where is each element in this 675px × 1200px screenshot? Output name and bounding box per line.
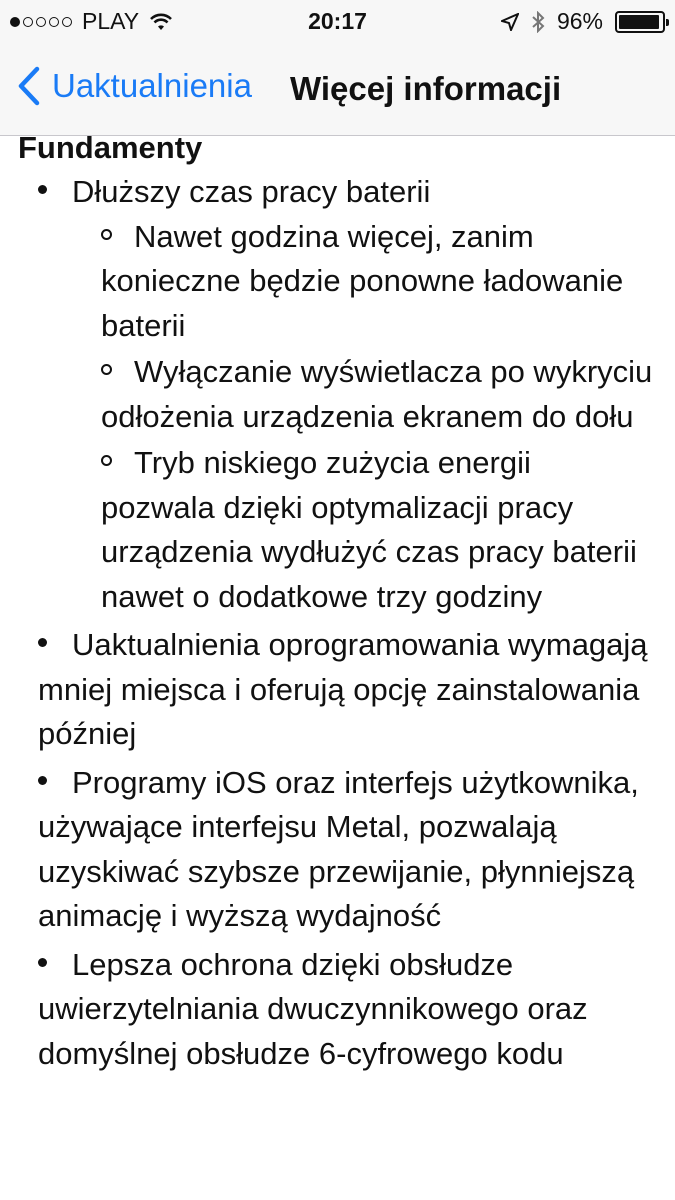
bullet-list bbox=[38, 170, 653, 1076]
list-item bbox=[38, 623, 653, 757]
section-heading: Fundamenty bbox=[18, 136, 203, 165]
chevron-left-icon bbox=[16, 66, 42, 106]
hollow-bullet-icon bbox=[101, 364, 112, 375]
navigation-bar bbox=[0, 40, 675, 136]
status-bar bbox=[0, 0, 675, 40]
sub-list bbox=[101, 215, 653, 620]
carrier-name: PLAY bbox=[82, 8, 140, 34]
back-button-label: Uaktualnienia bbox=[52, 67, 252, 104]
list-item-text: Programy iOS oraz interfejs użytkownika, używające interfejsu Metal, pozwalają uzyskiwać szybsze przewijanie, płynniejszą animację i wyższą wydajność bbox=[38, 764, 639, 933]
bluetooth-icon bbox=[531, 11, 545, 33]
sub-list-item-text: Wyłączanie wyświetlacza po wykryciu odłożenia urządzenia ekranem do dołu bbox=[101, 354, 653, 434]
list-item bbox=[38, 943, 653, 1077]
release-notes-content[interactable] bbox=[0, 136, 675, 1200]
list-item bbox=[38, 170, 653, 619]
status-time: 20:17 bbox=[308, 8, 367, 34]
location-arrow-icon bbox=[501, 13, 519, 31]
list-item-text: Uaktualnienia oprogramowania wymagają mniej miejsca i oferują opcję zainstalowania później bbox=[38, 627, 648, 751]
bullet-icon bbox=[38, 776, 47, 785]
status-right bbox=[501, 8, 665, 35]
hollow-bullet-icon bbox=[101, 229, 112, 240]
sub-list-item bbox=[101, 215, 653, 349]
list-item-text: Dłuższy czas pracy baterii bbox=[72, 174, 431, 209]
back-button[interactable] bbox=[16, 66, 252, 106]
list-item bbox=[38, 761, 653, 939]
bullet-icon bbox=[38, 958, 47, 967]
battery-icon bbox=[615, 11, 665, 33]
sub-list-item-text: Nawet godzina więcej, zanim konieczne będzie ponowne ładowanie baterii bbox=[101, 218, 624, 343]
page-title: Więcej informacji bbox=[290, 70, 562, 107]
sub-list-item bbox=[101, 350, 653, 439]
sub-list-item-text: Tryb niskiego zużycia energii pozwala dzięki optymalizacji pracy urządzenia wydłużyć czas pracy baterii nawet o dodatkowe trzy godziny bbox=[101, 445, 637, 614]
battery-level bbox=[619, 15, 659, 29]
bullet-icon bbox=[38, 185, 47, 194]
bullet-icon bbox=[38, 638, 47, 647]
sub-list-item bbox=[101, 441, 653, 619]
battery-percent: 96% bbox=[556, 8, 603, 34]
list-item-text: Lepsza ochrona dzięki obsłudze uwierzytelniania dwuczynnikowego oraz domyślnej obsłudze 6-cyfrowego kodu bbox=[38, 946, 588, 1071]
hollow-bullet-icon bbox=[101, 455, 112, 466]
